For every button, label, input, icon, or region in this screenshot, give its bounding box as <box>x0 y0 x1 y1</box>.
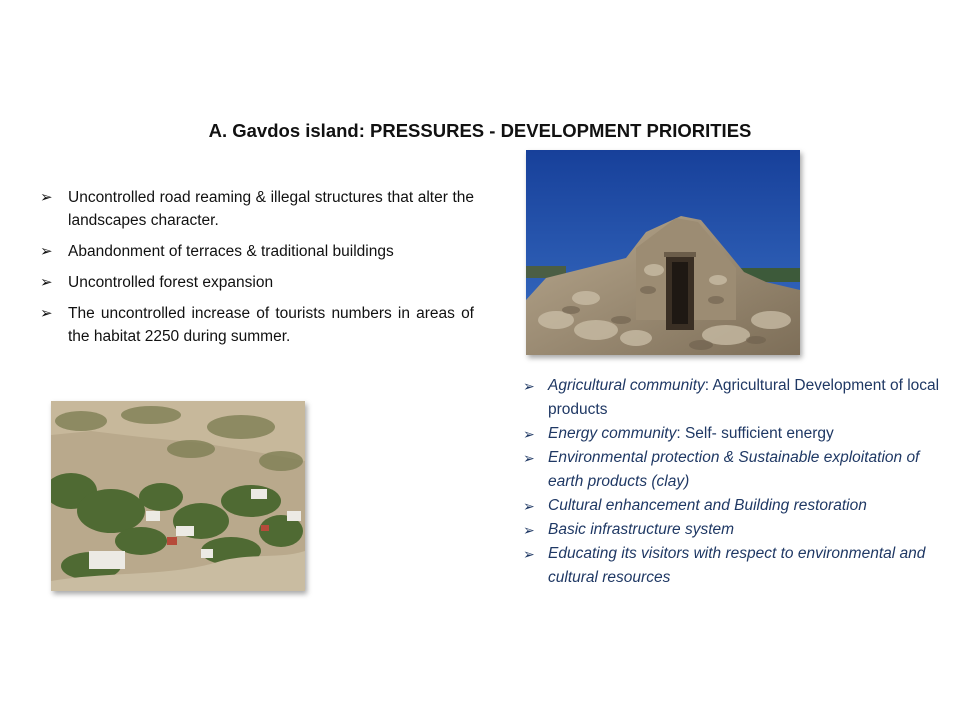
arrow-bullet-icon: ➢ <box>523 426 535 442</box>
pressure-text: The uncontrolled increase of tourists numbers in areas of the habitat 2250 during summer. <box>68 305 474 345</box>
list-item <box>523 374 943 422</box>
arrow-bullet-icon: ➢ <box>40 305 53 322</box>
list-item <box>523 494 943 518</box>
arrow-bullet-icon: ➢ <box>523 546 535 562</box>
priority-heading: Agricultural community <box>548 377 705 394</box>
pressure-text: Abandonment of terraces & traditional buildings <box>68 243 394 260</box>
list-item <box>40 240 474 263</box>
priority-detail: : Agricultural Development of local products <box>548 377 940 418</box>
pressures-list <box>40 186 474 356</box>
arrow-bullet-icon: ➢ <box>523 378 535 394</box>
arrow-bullet-icon: ➢ <box>523 498 535 514</box>
list-item <box>40 302 474 348</box>
priority-heading: Cultural enhancement and Building restoration <box>548 497 867 514</box>
stone-ruin-photo <box>526 150 800 355</box>
arrow-bullet-icon: ➢ <box>523 522 535 538</box>
village-photo <box>51 401 305 591</box>
priority-heading: Energy community <box>548 425 677 442</box>
arrow-bullet-icon: ➢ <box>40 243 53 260</box>
priority-heading: Environmental protection & Sustainable exploitation of earth products (clay) <box>548 449 920 490</box>
list-item <box>40 271 474 294</box>
slide-title: A. Gavdos island: PRESSURES - DEVELOPMENT PRIORITIES <box>208 120 752 141</box>
pressure-text: Uncontrolled forest expansion <box>68 274 274 291</box>
arrow-bullet-icon: ➢ <box>523 450 535 466</box>
list-item <box>523 518 943 542</box>
priorities-list <box>523 374 943 590</box>
pressure-text: Uncontrolled road reaming & illegal structures that alter the landscapes character. <box>68 189 474 229</box>
priority-heading: Educating its visitors with respect to environmental and cultural resources <box>548 545 926 586</box>
priority-heading: Basic infrastructure system <box>548 521 735 538</box>
list-item <box>523 446 943 494</box>
list-item <box>523 542 943 590</box>
arrow-bullet-icon: ➢ <box>40 189 53 206</box>
priority-detail: : Self- sufficient energy <box>676 425 834 442</box>
list-item <box>40 186 474 232</box>
arrow-bullet-icon: ➢ <box>40 274 53 291</box>
list-item <box>523 422 943 446</box>
